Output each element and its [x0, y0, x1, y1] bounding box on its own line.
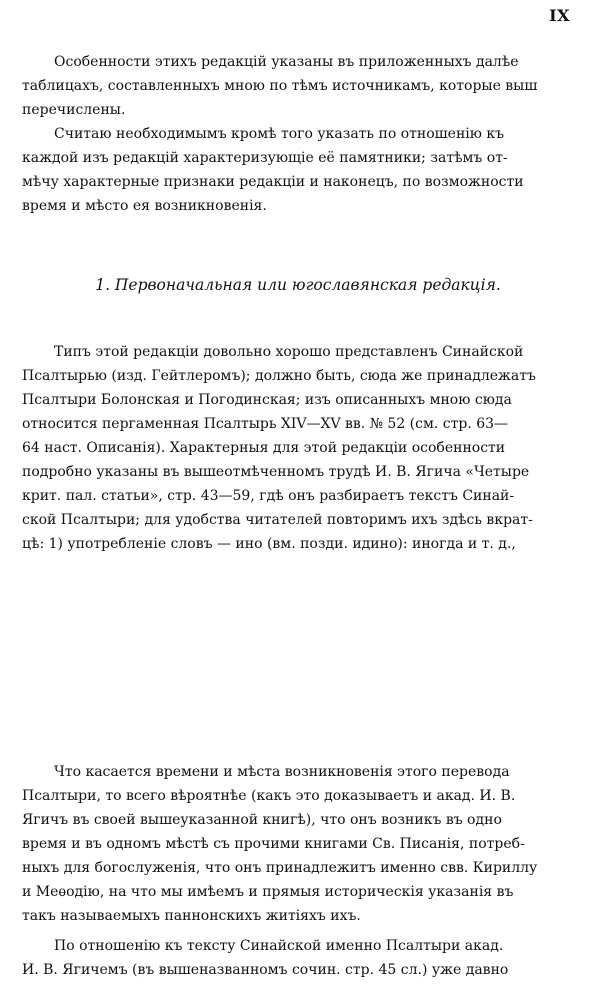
text-line: Псалтыри Болонская и Погодинская; изъ описанныхъ мною сюда [22, 392, 512, 408]
text-line: По отношенію къ тексту Синайской именно Псалтыри акад. [54, 938, 504, 954]
text-line: время и мѣсто ея возникновенія. [22, 198, 267, 214]
text-line [22, 604, 582, 628]
text-line [22, 676, 582, 700]
text-line: такъ называемыхъ паннонскихъ житіяхъ ихъ. [22, 908, 361, 924]
text-line: таблицахъ, составленныхъ мною по тѣмъ источникамъ, которые выш [22, 78, 538, 94]
paragraph-4 [22, 760, 582, 928]
paragraph-1 [22, 50, 582, 122]
text-line [22, 700, 582, 724]
text-line [22, 724, 582, 748]
text-line: крит. пал. статьи», стр. 43—59, гдѣ онъ разбираетъ текстъ Синай- [22, 488, 515, 504]
page-number: IX [549, 6, 570, 25]
text-line: Ягичъ въ своей вышеуказанной книгѣ), что онъ возникъ въ одно [22, 812, 502, 828]
text-line: Типъ этой редакціи довольно хорошо представленъ Синайской [54, 344, 524, 360]
text-line: время и въ одномъ мѣстѣ съ прочими книгами Св. Писанія, потреб- [22, 836, 525, 852]
text-line: относится пергаменная Псалтырь XIV—XV вв. № 52 (см. стр. 63— [22, 416, 509, 432]
text-line: ныхъ для богослуженія, что онъ принадлежитъ именно свв. Кириллу [22, 860, 538, 876]
text-line: каждой изъ редакцій характеризующіе её памятники; затѣмъ от- [22, 150, 508, 166]
text-line: Особенности этихъ редакцій указаны въ приложенныхъ далѣе [54, 54, 519, 70]
paragraph-2 [22, 122, 582, 218]
text-line [22, 580, 582, 604]
text-line: И. В. Ягичемъ (въ вышеназванномъ сочин. стр. 45 сл.) уже давно [22, 962, 509, 978]
text-line: Считаю необходимымъ кромѣ того указать по отношенію къ [54, 126, 505, 142]
text-line: Псалтырью (изд. Гейтлеромъ); должно быть, сюда же принадлежатъ [22, 368, 536, 384]
text-line: мѣчу характерные признаки редакціи и наконецъ, по возможности [22, 174, 524, 190]
text-line: перечислены. [22, 102, 126, 118]
text-line: Псалтыри, то всего вѣроятнѣе (какъ это доказываетъ и акад. И. В. [22, 788, 516, 804]
text-line: ской Псалтыри; для удобства читателей повторимъ ихъ здѣсь вкрат- [22, 512, 533, 528]
text-line: Что касается времени и мѣста возникновенія этого перевода [54, 764, 510, 780]
text-line [22, 652, 582, 676]
section-heading: 1. Первоначальная или югославянская редакція. [95, 276, 501, 294]
text-line [22, 556, 582, 580]
text-line: подробно указаны въ вышеотмѣченномъ трудѣ И. В. Ягича «Четыре [22, 464, 530, 480]
text-line: 64 наст. Описанія). Характерныя для этой редакціи особенности [22, 440, 506, 456]
paragraph-5 [22, 934, 582, 982]
text-line [22, 628, 582, 652]
paragraph-3 [22, 340, 582, 748]
text-line: цѣ: 1) употребленіе словъ — ино (вм. позди. идино): иногда и т. д., [22, 536, 516, 552]
text-line: и Меѳодію, на что мы имѣемъ и прямыя историческія указанія въ [22, 884, 514, 900]
